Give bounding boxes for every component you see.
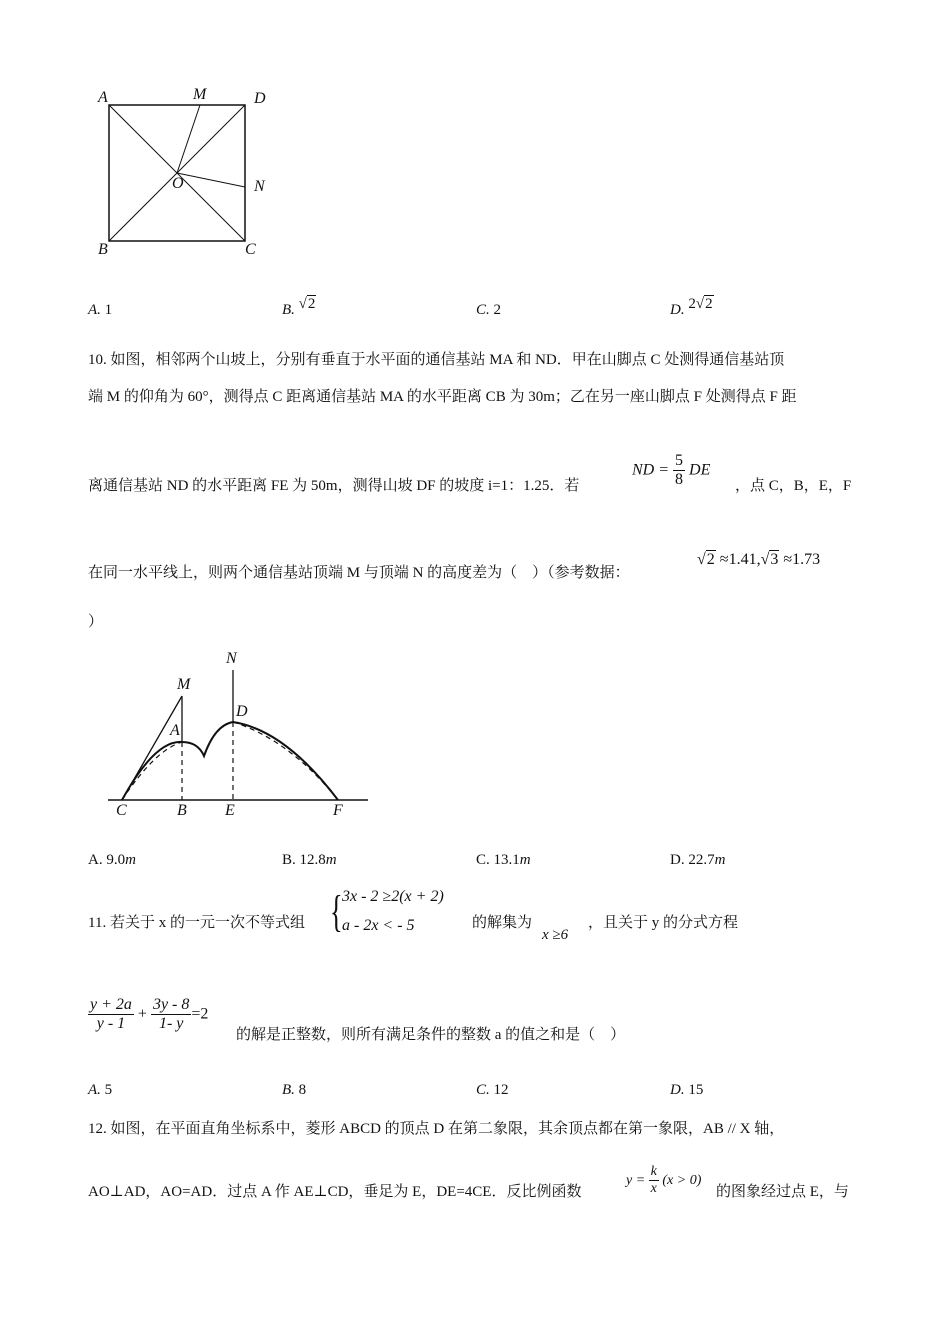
- mountain-figure-svg: [100, 650, 380, 825]
- q11-option-c[interactable]: C. 12: [476, 1082, 509, 1098]
- label-C: C: [116, 802, 127, 819]
- q11-option-b[interactable]: B. 8: [282, 1082, 307, 1098]
- q10-reference-data: √2 ≈1.41,√3 ≈1.73: [697, 551, 821, 568]
- sqrt-symbol: √2: [298, 296, 316, 312]
- square-figure-svg: [90, 85, 280, 265]
- q11-solution: x ≥6: [542, 927, 569, 943]
- label-N: N: [226, 650, 237, 667]
- label-B: B: [177, 802, 187, 819]
- label-A: A: [170, 722, 180, 739]
- q10-line-5: ）: [88, 614, 104, 630]
- label-C: C: [245, 241, 256, 258]
- q12-line-2a: AO⊥AD，AO=AD．过点 A 作 AE⊥CD，垂足为 E，DE=4CE．反比例函数: [88, 1184, 582, 1200]
- q9-option-c[interactable]: C. 2: [476, 302, 502, 318]
- q11-prefix: 11. 若关于 x 的一元一次不等式组: [88, 915, 305, 931]
- label-B: B: [98, 241, 108, 258]
- q10-option-d[interactable]: D. 22.7m: [670, 852, 726, 868]
- q12-line-1: 12. 如图，在平面直角坐标系中，菱形 ABCD 的顶点 D 在第二象限，其余顶点都在第一象限，AB // X 轴，: [88, 1121, 785, 1137]
- q10-line-1: 10. 如图，相邻两个山坡上，分别有垂直于水平面的通信基站 MA 和 ND．甲在山脚点 C 处测得通信基站顶: [88, 352, 785, 368]
- q9-option-a[interactable]: A. 1: [88, 302, 113, 318]
- q11-mid: 的解集为: [472, 915, 533, 931]
- label-D: D: [236, 703, 248, 720]
- q11-fraction-equation: $\frac{y + 2a}{y - 1}$ + $\frac{3y - 8}{1- y}$ =2: [90, 996, 209, 1033]
- q11-option-d[interactable]: D. 15: [670, 1082, 704, 1098]
- label-D: D: [254, 90, 266, 107]
- brace-symbol: {: [330, 887, 343, 936]
- label-M: M: [193, 86, 207, 103]
- q11-option-a[interactable]: A. 5: [88, 1082, 113, 1098]
- q9-option-d[interactable]: D. 2√2: [670, 296, 713, 318]
- label-F: F: [333, 802, 343, 819]
- q11-suffix: ，且关于 y 的分式方程: [588, 915, 739, 931]
- label-M: M: [177, 676, 191, 693]
- q10-line-4a: 在同一水平线上，则两个通信基站顶端 M 与顶端 N 的高度差为（ ）（参考数据：: [88, 565, 630, 581]
- q10-option-c[interactable]: C. 13.1m: [476, 852, 531, 868]
- mountain-figure: [100, 650, 380, 825]
- q10-line-2: 端 M 的仰角为 60°，测得点 C 距离通信基站 MA 的水平距离 CB 为 30m；乙在另一座山脚点 F 处测得点 F 距: [88, 389, 797, 405]
- square-figure: [90, 85, 280, 265]
- sqrt-symbol: √2: [695, 296, 713, 312]
- q10-line-3b: ，点 C，B，E，F: [735, 478, 852, 494]
- q10-option-a[interactable]: A. 9.0m: [88, 852, 136, 868]
- q12-function: y = $\frac{k}{x}$ (x > 0): [626, 1164, 702, 1197]
- label-A: A: [98, 89, 108, 106]
- q10-line-3a: 离通信基站 ND 的水平距离 FE 为 50m，测得山坡 DF 的坡度 i=1：1.25．若: [88, 478, 580, 494]
- q12-line-2b: 的图象经过点 E，与: [716, 1184, 849, 1200]
- q10-option-b[interactable]: B. 12.8m: [282, 852, 337, 868]
- label-E: E: [225, 802, 235, 819]
- q10-equation: ND = $\frac{5}{8}$ DE: [632, 452, 711, 489]
- q9-option-b[interactable]: B. √2: [282, 296, 316, 318]
- q11-tail: 的解是正整数，则所有满足条件的整数 a 的值之和是（ ）: [236, 1027, 626, 1043]
- label-N: N: [254, 178, 265, 195]
- label-O: O: [172, 175, 184, 192]
